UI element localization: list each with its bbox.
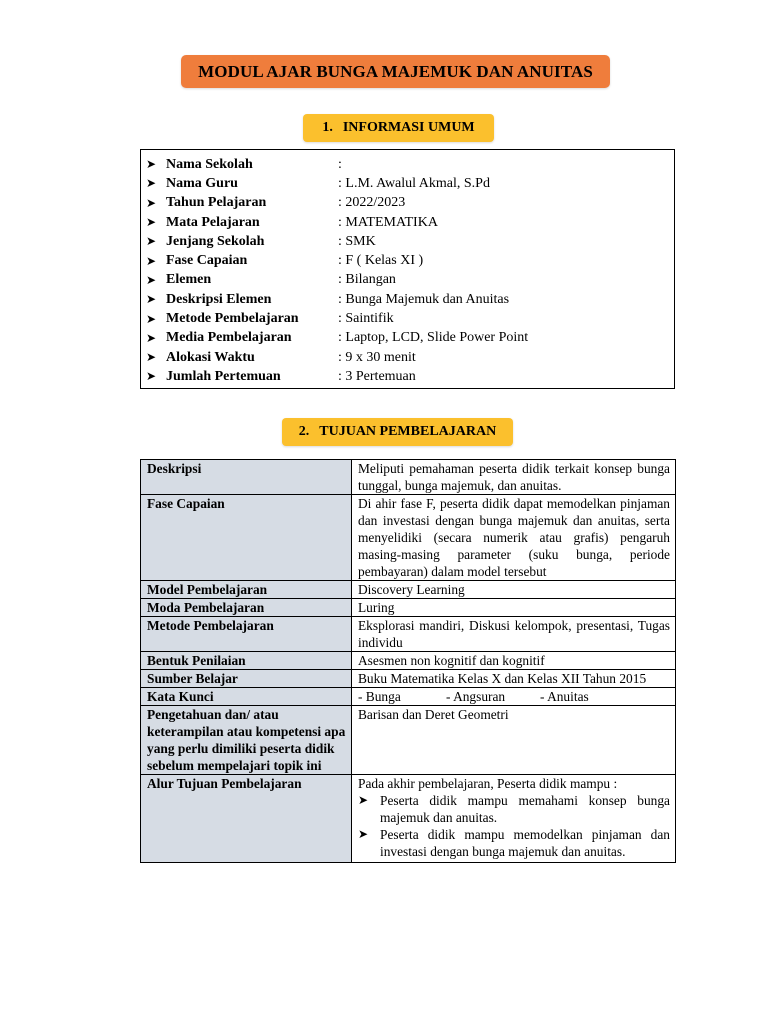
info-label: Jenjang Sekolah bbox=[166, 233, 265, 249]
info-label: Jumlah Pertemuan bbox=[166, 368, 281, 384]
info-value: : Saintifik bbox=[338, 311, 394, 327]
informasi-umum-box bbox=[140, 149, 675, 389]
row-label: Moda Pembelajaran bbox=[141, 599, 352, 617]
info-row bbox=[141, 174, 674, 193]
table-row bbox=[141, 495, 676, 581]
keyword-list bbox=[358, 688, 670, 705]
row-label: Bentuk Penilaian bbox=[141, 652, 352, 670]
row-label: Deskripsi bbox=[141, 460, 352, 495]
info-label: Elemen bbox=[166, 272, 212, 288]
row-value: Discovery Learning bbox=[352, 581, 676, 599]
info-label: Mata Pelajaran bbox=[166, 214, 260, 230]
row-value: Eksplorasi mandiri, Diskusi kelompok, presentasi, Tugas individu bbox=[352, 617, 676, 652]
row-value: Barisan dan Deret Geometri bbox=[352, 706, 676, 775]
section-number: 2. bbox=[298, 424, 310, 439]
row-label: Fase Capaian bbox=[141, 495, 352, 581]
row-label: Pengetahuan dan/ atau keterampilan atau kompetensi apa yang perlu dimiliki peserta didik sebelum mempelajari topik ini bbox=[141, 706, 352, 775]
arrow-bullet-icon: ➤ bbox=[146, 195, 157, 210]
arrow-bullet-icon: ➤ bbox=[146, 272, 157, 287]
row-label: Model Pembelajaran bbox=[141, 581, 352, 599]
info-value: : bbox=[338, 156, 342, 172]
info-value: : L.M. Awalul Akmal, S.Pd bbox=[338, 175, 490, 191]
section-heading-informasi-umum bbox=[303, 114, 494, 142]
info-label: Fase Capaian bbox=[166, 253, 248, 269]
arrow-bullet-icon: ➤ bbox=[358, 793, 369, 807]
section-label: INFORMASI UMUM bbox=[342, 120, 475, 135]
info-value: : Laptop, LCD, Slide Power Point bbox=[338, 330, 529, 346]
info-row bbox=[141, 309, 674, 328]
row-value: Luring bbox=[352, 599, 676, 617]
keyword: - Angsuran bbox=[446, 689, 506, 704]
info-value: : SMK bbox=[338, 233, 376, 249]
table-row bbox=[141, 688, 676, 706]
info-label: Tahun Pelajaran bbox=[166, 195, 267, 211]
row-label: Metode Pembelajaran bbox=[141, 617, 352, 652]
info-label: Alokasi Waktu bbox=[166, 349, 255, 365]
arrow-bullet-icon: ➤ bbox=[146, 157, 157, 172]
arrow-bullet-icon: ➤ bbox=[146, 215, 157, 230]
list-item-text: Peserta didik mampu memahami konsep bunga majemuk dan anuitas. bbox=[380, 793, 670, 825]
info-row bbox=[141, 232, 674, 251]
list-item bbox=[358, 826, 670, 860]
arrow-bullet-icon: ➤ bbox=[146, 176, 157, 191]
info-value: : 9 x 30 menit bbox=[338, 349, 416, 365]
section-heading-tujuan-pembelajaran bbox=[282, 418, 513, 446]
keyword: - Anuitas bbox=[540, 689, 589, 704]
arrow-bullet-icon: ➤ bbox=[146, 330, 157, 345]
info-label: Metode Pembelajaran bbox=[166, 311, 299, 327]
info-label: Deskripsi Elemen bbox=[166, 291, 272, 307]
info-row bbox=[141, 329, 674, 348]
keyword: - Bunga bbox=[358, 689, 401, 704]
row-label: Kata Kunci bbox=[141, 688, 352, 706]
info-value: : 3 Pertemuan bbox=[338, 368, 416, 384]
info-row bbox=[141, 213, 674, 232]
info-row bbox=[141, 290, 674, 309]
arrow-bullet-icon: ➤ bbox=[358, 827, 369, 841]
arrow-bullet-icon: ➤ bbox=[146, 311, 157, 326]
info-value: : MATEMATIKA bbox=[338, 214, 438, 230]
row-label: Sumber Belajar bbox=[141, 670, 352, 688]
page-title: MODUL AJAR BUNGA MAJEMUK DAN ANUITAS bbox=[181, 55, 610, 88]
info-value: : 2022/2023 bbox=[338, 195, 406, 211]
row-value bbox=[352, 775, 676, 863]
info-row bbox=[141, 271, 674, 290]
list-item bbox=[358, 792, 670, 826]
alur-intro: Pada akhir pembelajaran, Peserta didik mampu : bbox=[358, 776, 618, 791]
table-row bbox=[141, 706, 676, 775]
info-value: : Bunga Majemuk dan Anuitas bbox=[338, 291, 510, 307]
info-row bbox=[141, 348, 674, 367]
table-row bbox=[141, 652, 676, 670]
info-row bbox=[141, 367, 674, 386]
arrow-bullet-icon: ➤ bbox=[146, 234, 157, 249]
section-label: TUJUAN PEMBELAJARAN bbox=[319, 424, 497, 439]
row-value bbox=[352, 688, 676, 706]
info-row bbox=[141, 251, 674, 270]
arrow-bullet-icon: ➤ bbox=[146, 253, 157, 268]
row-value: Di ahir fase F, peserta didik dapat memodelkan pinjaman dan investasi dengan bunga majemuk dan anuitas, serta menyelidiki (secara numerik atau grafis) pengaruh masing-masing parameter (suku bunga, periode pembayaran) dalam model tersebut bbox=[352, 495, 676, 581]
table-row bbox=[141, 775, 676, 863]
info-row bbox=[141, 155, 674, 174]
info-value: : F ( Kelas XI ) bbox=[338, 253, 424, 269]
row-label: Alur Tujuan Pembelajaran bbox=[141, 775, 352, 863]
info-label: Nama Sekolah bbox=[166, 156, 253, 172]
table-row bbox=[141, 599, 676, 617]
info-row bbox=[141, 194, 674, 213]
list-item-text: Peserta didik mampu memodelkan pinjaman dan investasi dengan bunga majemuk dan anuitas. bbox=[380, 827, 670, 859]
alur-list bbox=[358, 792, 670, 860]
table-row bbox=[141, 460, 676, 495]
table-row bbox=[141, 617, 676, 652]
arrow-bullet-icon: ➤ bbox=[146, 292, 157, 307]
table-row bbox=[141, 581, 676, 599]
section-number: 1. bbox=[322, 120, 333, 135]
row-value: Meliputi pemahaman peserta didik terkait konsep bunga tunggal, bunga majemuk, dan anuitas. bbox=[352, 460, 676, 495]
arrow-bullet-icon: ➤ bbox=[146, 350, 157, 365]
arrow-bullet-icon: ➤ bbox=[146, 369, 157, 384]
row-value: Buku Matematika Kelas X dan Kelas XII Tahun 2015 bbox=[352, 670, 676, 688]
table-row bbox=[141, 670, 676, 688]
info-label: Media Pembelajaran bbox=[166, 330, 292, 346]
info-value: : Bilangan bbox=[338, 272, 396, 288]
info-label: Nama Guru bbox=[166, 175, 238, 191]
row-value: Asesmen non kognitif dan kognitif bbox=[352, 652, 676, 670]
tujuan-pembelajaran-table bbox=[140, 459, 676, 863]
